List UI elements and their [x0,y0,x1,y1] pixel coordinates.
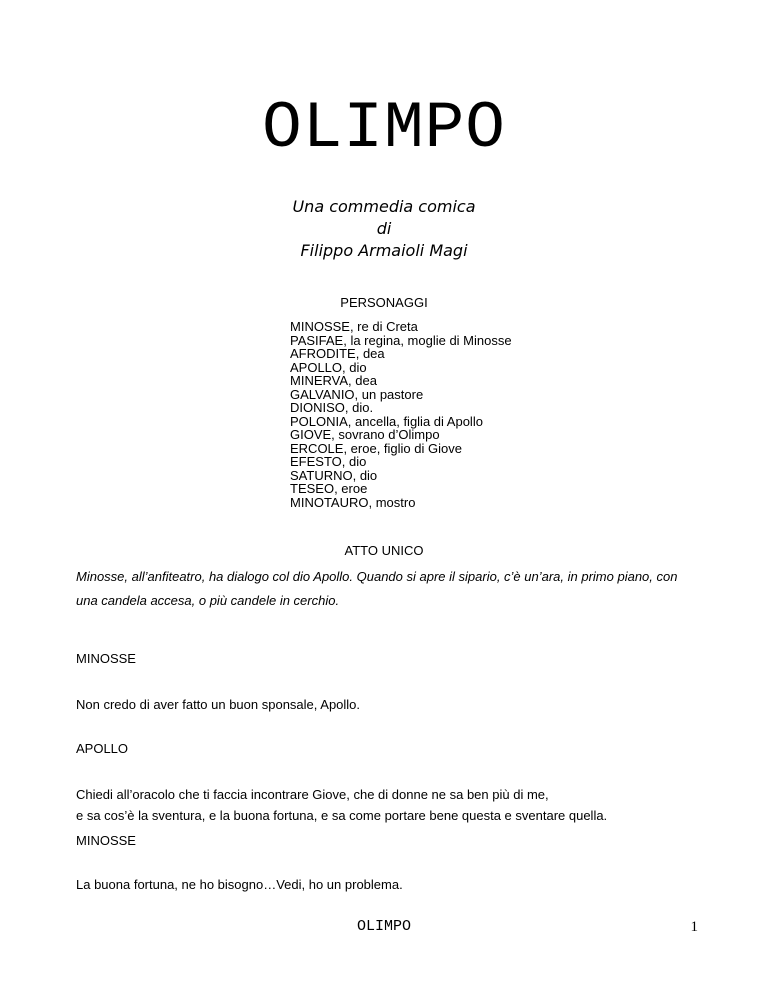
speaker-label: MINOSSE [76,651,136,666]
cast-item: PASIFAE, la regina, moglie di Minosse [290,332,512,348]
cast-item: SATURNO, dio [290,467,378,483]
cast-item: MINOSSE, re di Creta [290,319,418,334]
dialogue-line: Non credo di aver fatto un buon sponsale, Apollo. [76,697,361,712]
speaker-label: APOLLO [76,741,129,756]
cast-item: EFESTO, dio [290,454,367,469]
document-title: OLIMPO [262,91,506,166]
dialogue-line: Chiedi all’oracolo che ti faccia incontrare Giove, che di donne ne sa ben più di me, [76,787,549,802]
cast-item: MINERVA, dea [290,373,377,388]
cast-item: AFRODITE, dea [290,346,385,361]
subtitle-author: Filippo Armaioli Magi [300,241,468,260]
cast-item: GIOVE, sovrano d’Olimpo [290,427,440,442]
dialogue-line: e sa cos’è la sventura, e la buona fortuna, e sa come portare bene questa e sventare quella. [76,808,608,823]
cast-item: GALVANIO, un pastore [290,386,424,402]
cast-item: POLONIA, ancella, figlia di Apollo [290,413,483,429]
act-heading: ATTO UNICO [344,543,424,558]
stage-direction: Minosse, all’anfiteatro, ha dialogo col dio Apollo. Quando si apre il sipario, c’è un’ara, in primo piano, con una candela accesa, o più candele in cerchio. [76,569,678,608]
subtitle-line: Una commedia comica [292,197,476,216]
cast-item: APOLLO, dio [290,359,367,375]
dialogue-line: La buona fortuna, ne ho bisogno…Vedi, ho un problema. [76,877,403,892]
cast-list [290,320,512,509]
cast-item: TESEO, eroe [290,481,368,496]
speaker-label: MINOSSE [76,833,136,848]
cast-item: MINOTAURO, mostro [290,494,416,510]
cast-item: DIONISO, dio. [290,400,374,415]
subtitle-line: di [376,219,392,238]
cast-item: ERCOLE, eroe, figlio di Giove [290,440,462,456]
footer-title: OLIMPO [356,918,411,935]
subtitle-block [0,196,768,262]
page-number: 1 [690,919,698,935]
personaggi-heading: PERSONAGGI [340,295,428,310]
